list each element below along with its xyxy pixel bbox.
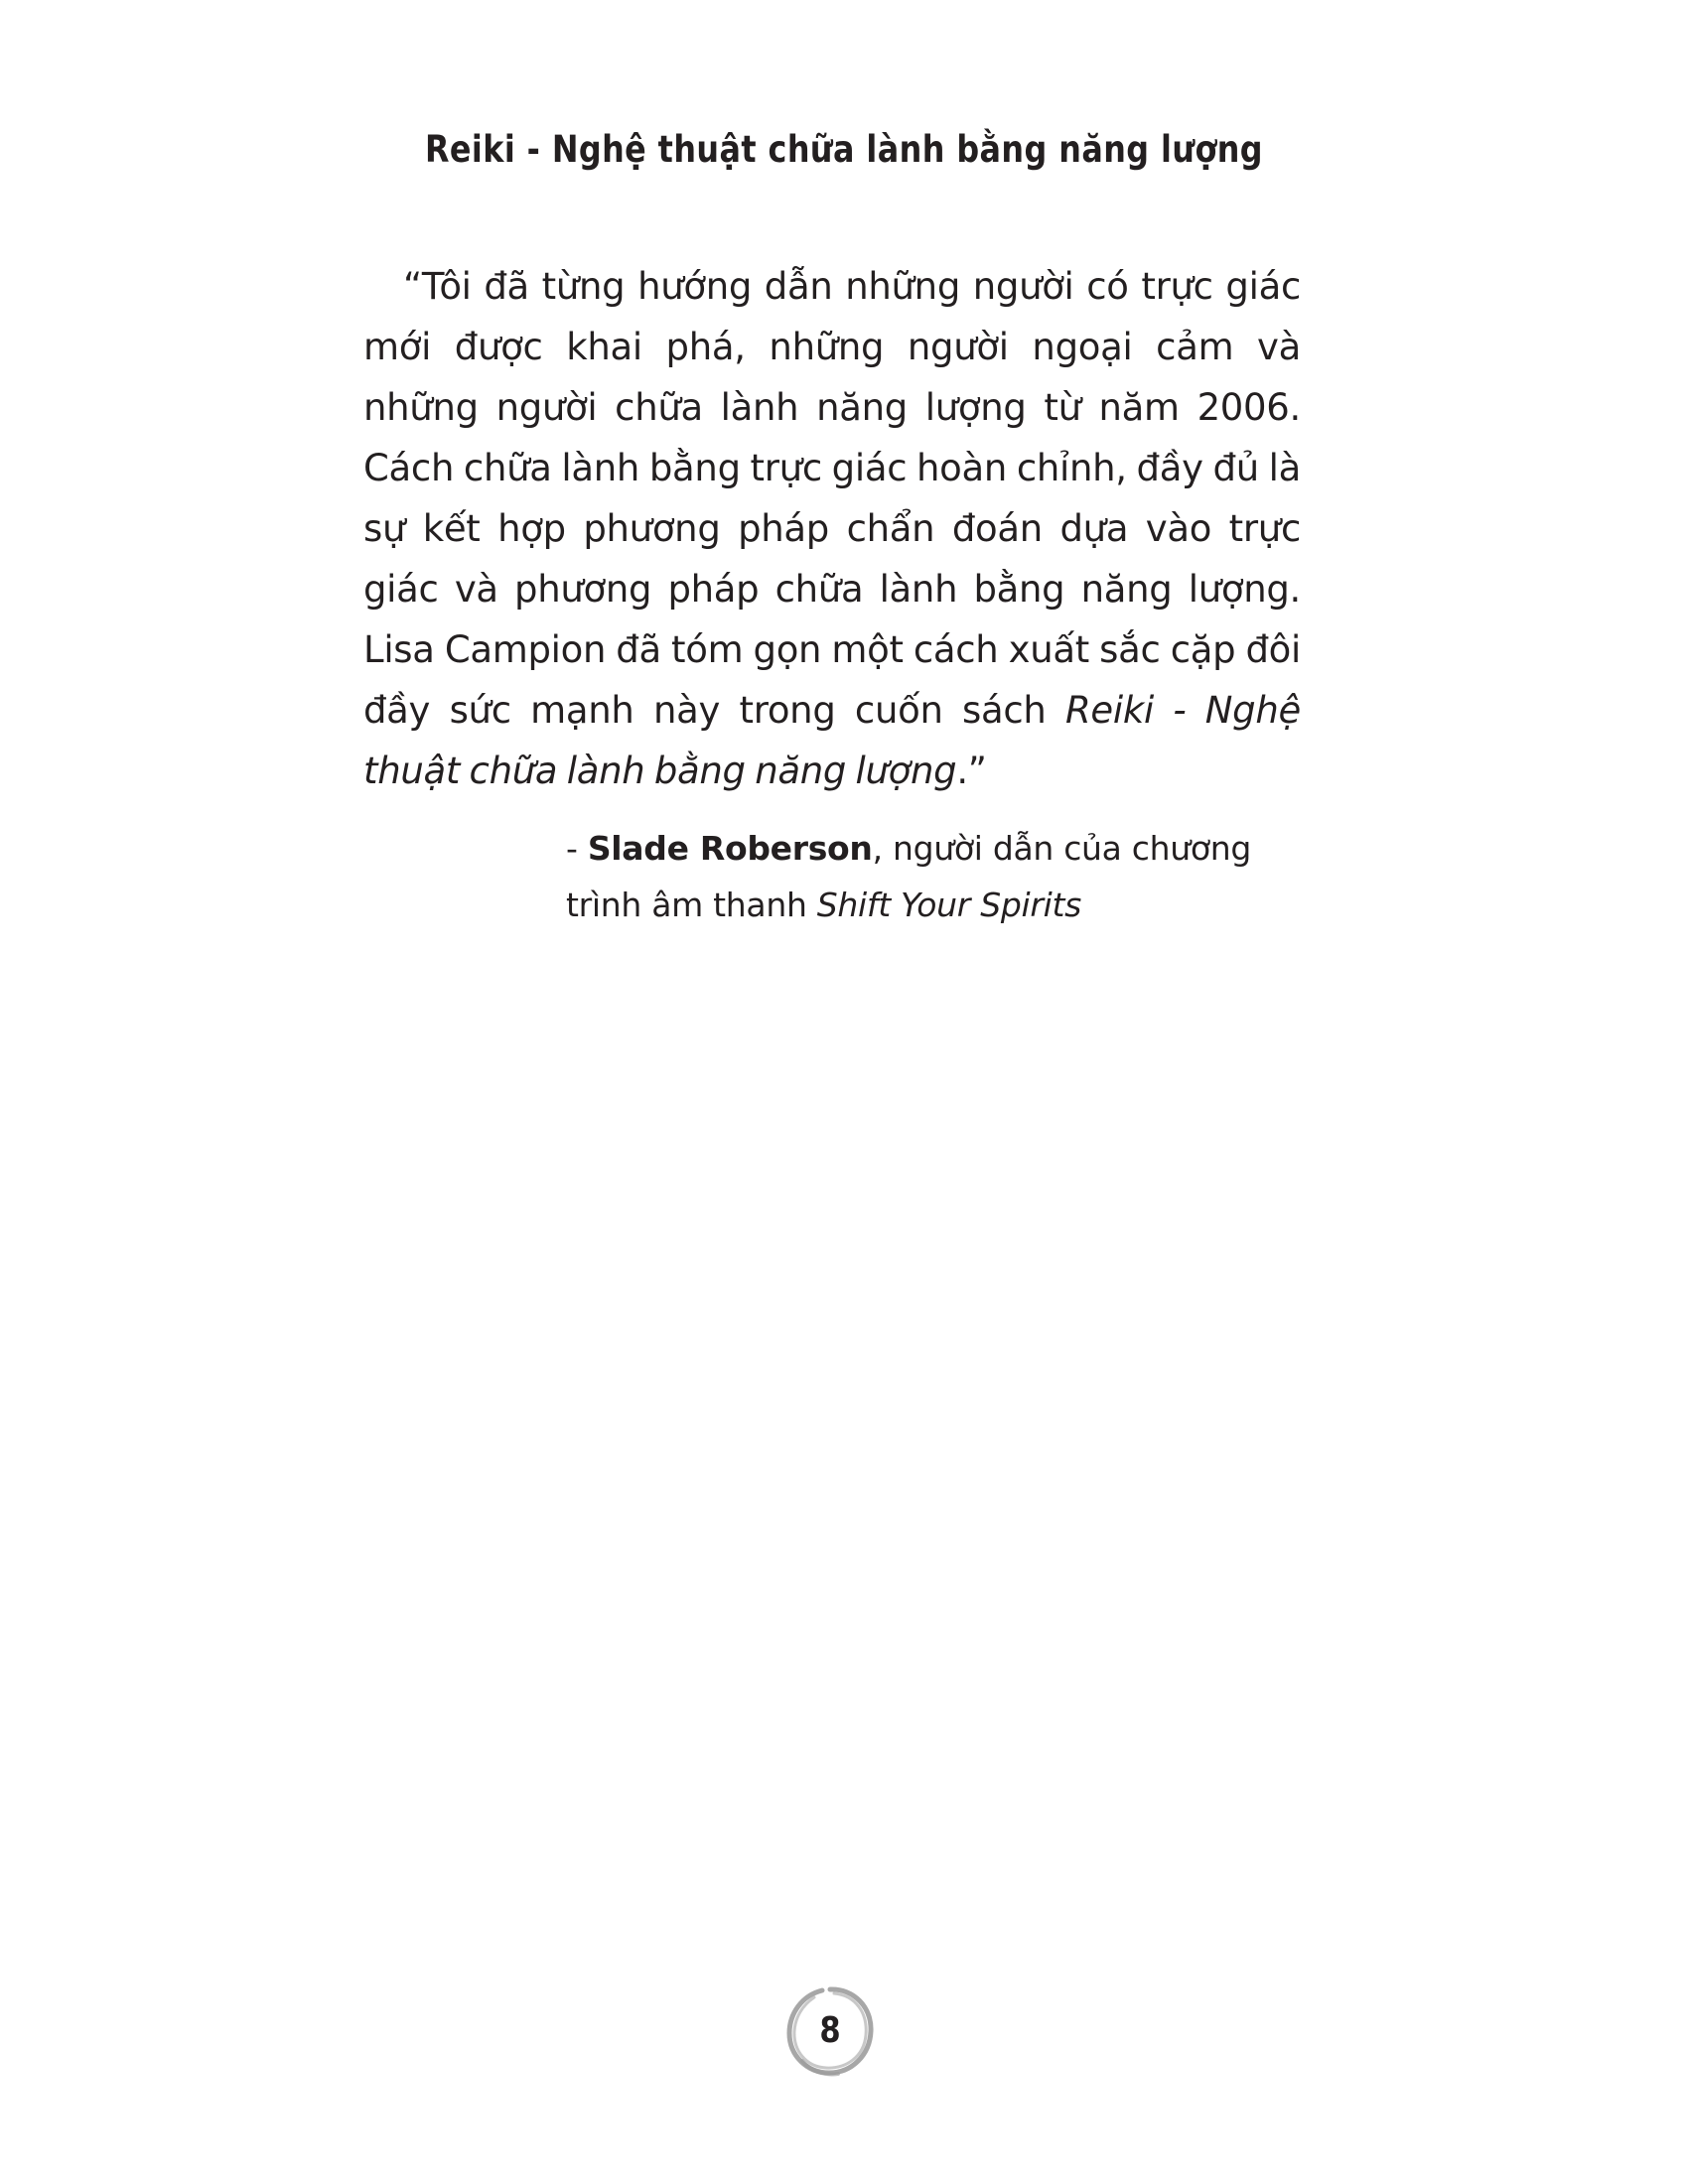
page-number-badge bbox=[780, 1981, 880, 2081]
quote-block bbox=[363, 256, 1301, 801]
attribution-dash: - bbox=[566, 829, 588, 868]
book-title: Reiki - Nghệ thuật chữa lành bằng năng lượng bbox=[363, 689, 1301, 792]
quote-text: “Tôi đã từng hướng dẫn những người có trực giác mới được khai phá, những người ngoại cảm và những người chữa lành năng lượng từ năm 2006. Cách chữa lành bằng trực giác hoàn chỉnh, đầy đủ là sự kết hợp phương pháp chẩn đoán dựa vào trực giác và phương pháp chữa lành bằng năng lượng. Lisa Campion đã tóm gọn một cách xuất sắc cặp đôi đầy sức mạnh này trong cuốn sách bbox=[363, 265, 1301, 732]
program-title: Shift Your Spirits bbox=[816, 886, 1082, 924]
running-header: Reiki - Nghệ thuật chữa lành bằng năng lượng bbox=[424, 128, 1264, 171]
page-number: 8 bbox=[819, 2010, 841, 2051]
attribution-role: , người dẫn của chương trình âm thanh bbox=[566, 829, 1252, 924]
attribution bbox=[566, 820, 1301, 933]
attribution-name: Slade Roberson bbox=[587, 829, 873, 868]
quote-paragraph bbox=[363, 256, 1301, 801]
quote-closing: .” bbox=[956, 750, 987, 792]
